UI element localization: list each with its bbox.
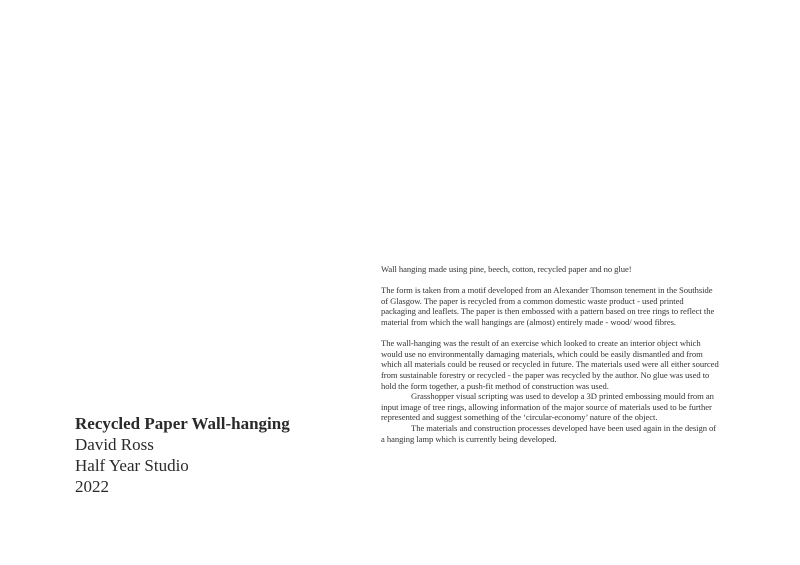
project-description bbox=[381, 264, 719, 444]
description-materials: The wall-hanging was the result of an exercise which looked to create an interior object which would use no environmentally damaging materials, which could be easily dismantled and from which all materials could be reused or recycled in future. The materials used were all either sourced from sustainable forestry or recycled - the paper was recycled by the author. No glue was used to hold the form together, a push-fit method of construction was used. bbox=[381, 338, 719, 391]
description-intro: Wall hanging made using pine, beech, cotton, recycled paper and no glue! bbox=[381, 264, 632, 274]
author-name: David Ross bbox=[75, 435, 154, 454]
description-grasshopper: Grasshopper visual scripting was used to develop a 3D printed embossing mould from an input image of tree rings, allowing information of the major source of materials used to be further represented and suggest something of the ‘circular-economy’ nature of the object. bbox=[381, 391, 714, 423]
description-form: The form is taken from a motif developed from an Alexander Thomson tenement in the Southside of Glasgow. The paper is recycled from a common domestic waste product - used printed packaging and leaflets. The paper is then embossed with a pattern based on tree rings to reflect the material from which the wall hangings are (almost) entirely made - wood/ wood fibres. bbox=[381, 285, 715, 327]
project-title: Recycled Paper Wall-hanging bbox=[75, 414, 290, 433]
studio-name: Half Year Studio bbox=[75, 456, 189, 475]
title-block bbox=[75, 413, 355, 497]
project-year: 2022 bbox=[75, 477, 109, 496]
description-lamp: The materials and construction processes developed have been used again in the design of a hanging lamp which is currently being developed. bbox=[381, 422, 717, 444]
